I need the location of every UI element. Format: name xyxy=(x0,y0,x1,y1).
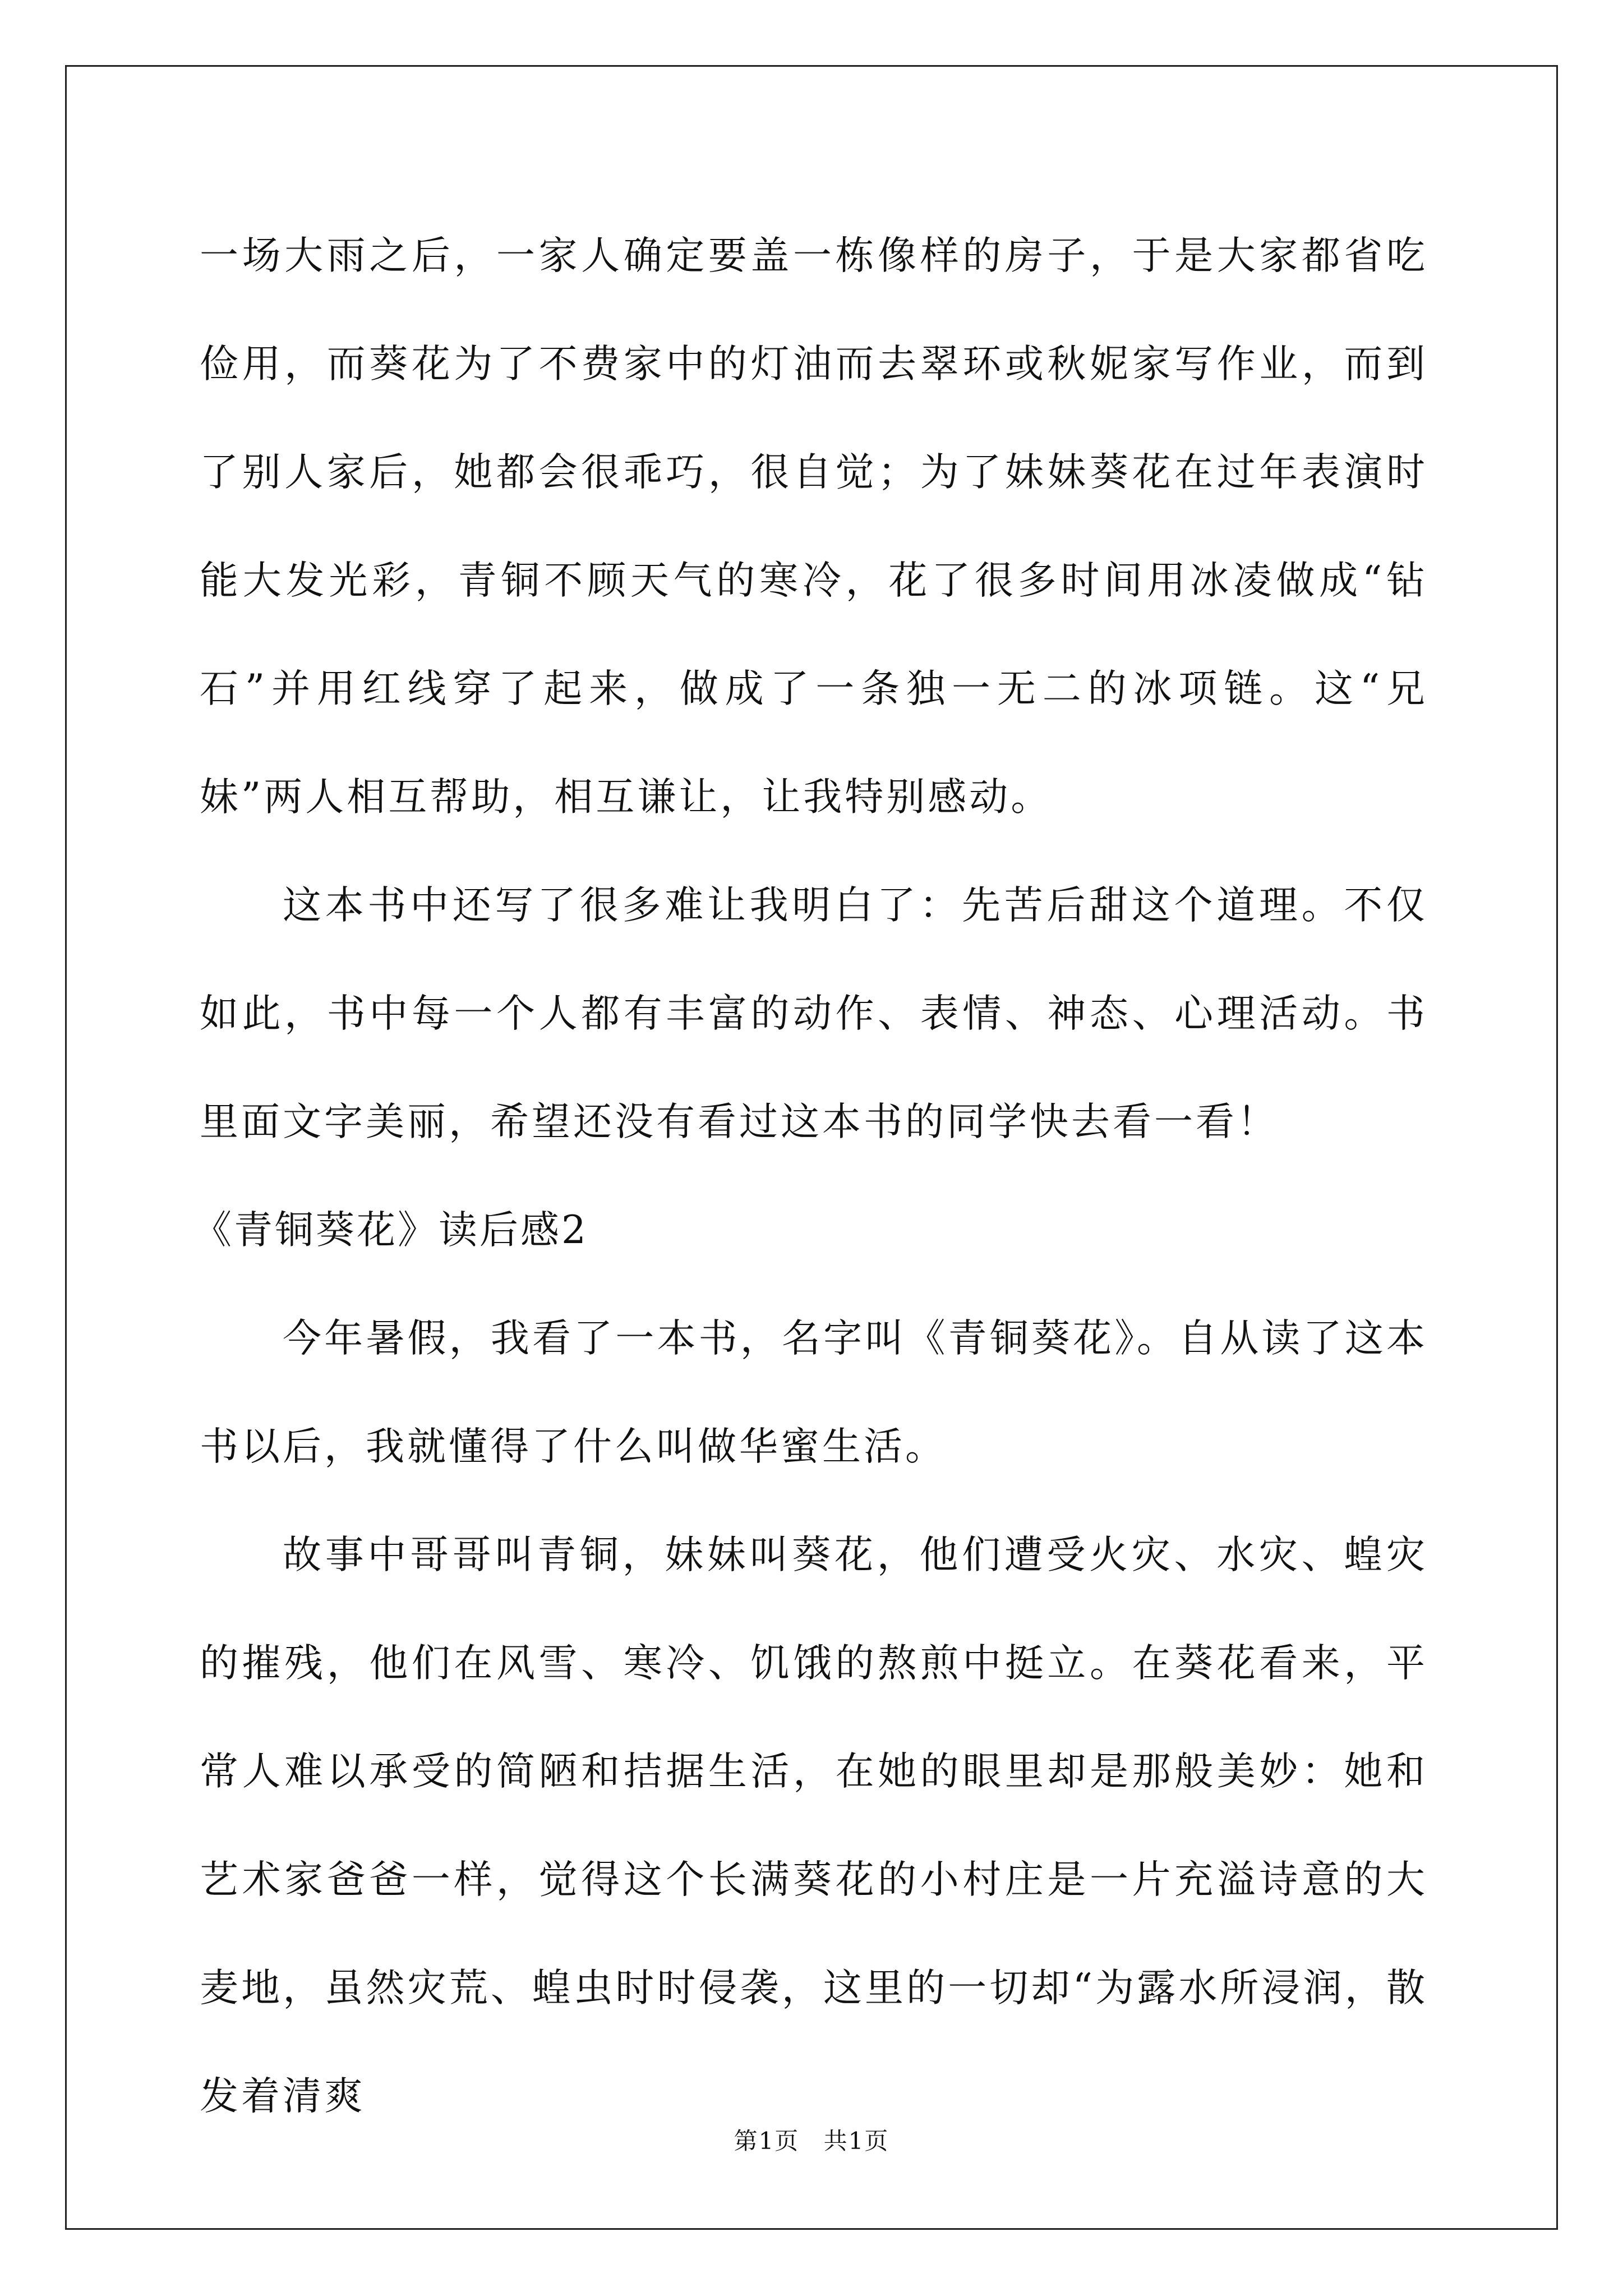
page-total: 共1页 xyxy=(823,2127,889,2155)
document-body xyxy=(193,202,1428,2151)
page-footer xyxy=(0,2123,1623,2156)
section-heading: 《青铜葵花》读后感2 xyxy=(193,1208,588,1253)
paragraph: 一场大雨之后，一家人确定要盖一栋像样的房子，于是大家都省吃俭用，而葵花为了不费家中的灯油而去翠环或秋妮家写作业，而到了别人家后，她都会很乖巧，很自觉；为了妹妹葵花在过年表演时能大发光彩，青铜不顾天气的寒冷，花了很多时间用冰凌做成“钻石”并用红线穿了起来，做成了一条独一无二的冰项链。这“兄妹”两人相互帮助，相互谦让，让我特别感动。 xyxy=(200,233,1428,820)
paragraph: 今年暑假，我看了一本书，名字叫《青铜葵花》。自从读了这本书以后，我就懂得了什么叫做华蜜生活。 xyxy=(200,1316,1428,1469)
paragraph: 故事中哥哥叫青铜，妹妹叫葵花，他们遭受火灾、水灾、蝗灾的摧残，他们在风雪、寒冷、饥饿的熬煎中挺立。在葵花看来，平常人难以承受的简陋和拮据生活，在她的眼里却是那般美妙：她和艺术家爸爸一样，觉得这个长满葵花的小村庄是一片充溢诗意的大麦地，虽然灾荒、蝗虫时时侵袭，这里的一切却“为露水所浸润，散发着清爽 xyxy=(200,1533,1428,2119)
paragraph: 这本书中还写了很多难让我明白了：先苦后甜这个道理。不仅如此，书中每一个人都有丰富的动作、表情、神态、心理活动。书里面文字美丽，希望还没有看过这本书的同学快去看一看！ xyxy=(200,883,1428,1144)
page-number: 第1页 xyxy=(734,2127,800,2155)
